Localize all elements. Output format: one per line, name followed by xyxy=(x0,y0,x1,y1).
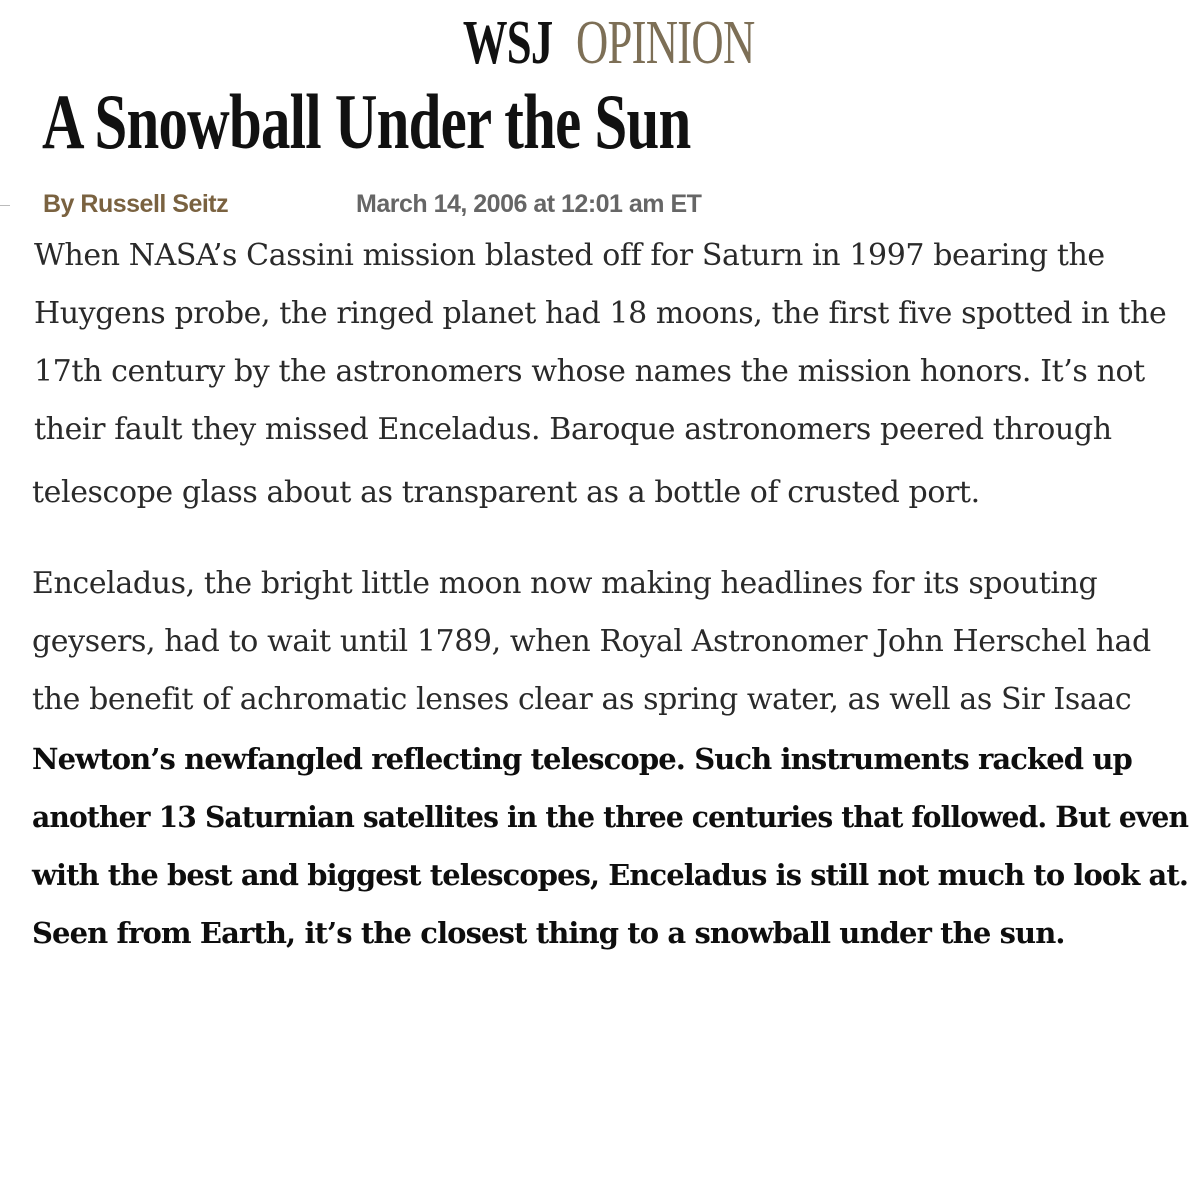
opinion-section-label[interactable]: OPINION xyxy=(576,9,755,77)
article-headline: A Snowball Under the Sun xyxy=(42,78,691,165)
paragraph-line: geysers, had to wait until 1789, when Royal Astronomer John Herschel had xyxy=(32,624,1151,659)
paragraph-line: Huygens probe, the ringed planet had 18 moons, the first five spotted in the xyxy=(34,296,1167,331)
paragraph-line: 17th century by the astronomers whose names the mission honors. It’s not xyxy=(34,354,1145,389)
publish-date: March 14, 2006 at 12:01 am ET xyxy=(356,190,702,218)
paragraph-line: their fault they missed Enceladus. Baroque astronomers peered through xyxy=(34,412,1112,447)
byline[interactable]: By Russell Seitz xyxy=(43,190,229,218)
paragraph-line: Newton’s newfangled reflecting telescope. Such instruments racked up xyxy=(32,742,1132,776)
paragraph-line: the benefit of achromatic lenses clear as spring water, as well as Sir Isaac xyxy=(32,682,1132,717)
paragraph-line: another 13 Saturnian satellites in the three centuries that followed. But even xyxy=(32,800,1189,834)
margin-tick xyxy=(0,205,10,206)
paragraph-line: Seen from Earth, it’s the closest thing to a snowball under the sun. xyxy=(32,916,1065,950)
wsj-logo[interactable]: WSJ xyxy=(462,9,553,77)
paragraph-line: Enceladus, the bright little moon now making headlines for its spouting xyxy=(32,566,1098,601)
masthead xyxy=(0,8,1200,79)
paragraph-line: When NASA’s Cassini mission blasted off for Saturn in 1997 bearing the xyxy=(34,238,1105,273)
paragraph-line: telescope glass about as transparent as a bottle of crusted port. xyxy=(32,475,980,510)
paragraph-line: with the best and biggest telescopes, Enceladus is still not much to look at. xyxy=(32,858,1189,892)
